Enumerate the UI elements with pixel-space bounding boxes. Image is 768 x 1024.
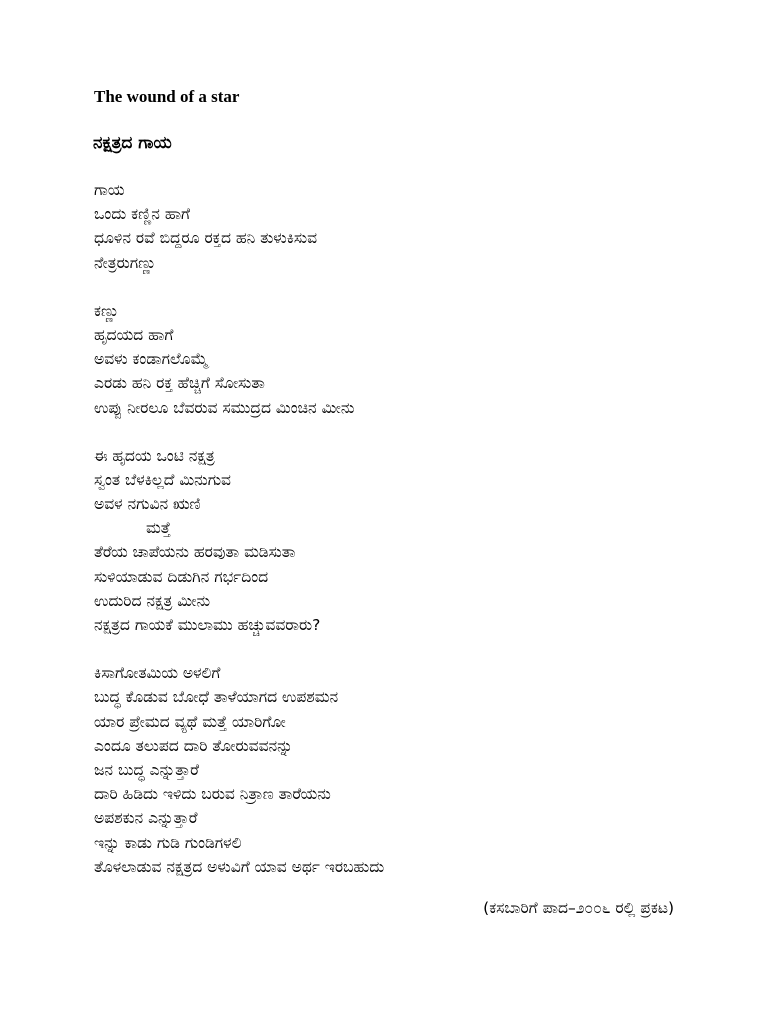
poem-stanza [94,178,694,275]
poem-line: ಧೂಳಿನ ರವೆ ಬಿದ್ದರೂ ರಕ್ತದ ಹನಿ ತುಳುಕಿಸುವ [94,229,318,248]
poem-line: ಇನ್ನು ಕಾಡು ಗುಡಿ ಗುಂಡಿಗಳಲಿ [94,833,242,852]
poem-line: ತೆರೆಯ ಚಾಪೆಯನು ಹರವುತಾ ಮಡಿಸುತಾ [94,543,296,562]
poem-line: ಅವಳ ನಗುವಿನ ಋಣಿ [94,495,201,514]
poem-line: ಎರಡು ಹನಿ ರಕ್ತ ಹೆಚ್ಚಿಗೆ ಸೋಸುತಾ [94,374,265,393]
publication-credit: (ಕಸಬಾರಿಗೆ ಪಾದ–೨೦೦೬ ರಲ್ಲಿ ಪ್ರಕಟ) [483,899,674,917]
poem-line: ಈ ಹೃದಯ ಒಂಟಿ ನಕ್ಷತ್ರ [94,446,215,465]
poem-line: ಮತ್ತೆ [146,519,171,538]
poem-line: ಕಿಸಾಗೋತಮಿಯ ಅಳಲಿಗೆ [94,664,221,683]
poem-line: ಕಣ್ಣು [94,301,120,320]
poem-stanza [94,299,694,420]
poem-line: ದಾರಿ ಹಿಡಿದು ಇಳಿದು ಬರುವ ನಿತ್ರಾಣ ತಾರೆಯನು [94,785,331,804]
poem-stanza [94,661,694,879]
poem-line: ಸ್ವಂತ ಬೆಳಕಿಲ್ಲದೆ ಮಿನುಗುವ [94,470,231,489]
poem-line: ಎಂದೂ ತಲುಪದ ದಾರಿ ತೋರುವವನನ್ನು [94,736,293,755]
poem-line: ಉದುರಿದ ನಕ್ಷತ್ರ ಮೀನು [94,591,211,610]
poem-line: ಅಪಶಕುನ ಎನ್ನುತ್ತಾರೆ [94,809,198,828]
poem-line: ಒಂದು ಕಣ್ಣಿನ ಹಾಗೆ [94,205,191,224]
poem-line: ಹೃದಯದ ಹಾಗೆ [94,325,174,344]
poem-line: ಉಪ್ಪು ನೀರಲೂ ಬೆವರುವ ಸಮುದ್ರದ ಮಿಂಚಿನ ಮೀನು [94,398,355,417]
english-title: The wound of a star [94,87,240,106]
poem-stanza [94,444,694,638]
poem-line: ಜನ ಬುದ್ಧ ಎನ್ನುತ್ತಾರೆ [94,760,199,779]
poem-body [94,178,694,903]
poem-line: ಸುಳಿಯಾಡುವ ದಿಡುಗಿನ ಗರ್ಭದಿಂದ [94,567,269,586]
poem-line: ಅವಳು ಕಂಡಾಗಲೊಮ್ಮೆ [94,350,209,369]
poem-line: ತೊಳಲಾಡುವ ನಕ್ಷತ್ರದ ಅಳುವಿಗೆ ಯಾವ ಅರ್ಥ ಇರಬಹುದು [94,857,385,876]
kannada-title: ನಕ್ಷತ್ರದ ಗಾಯ [93,133,172,153]
poem-line: ಬುದ್ಧ ಕೊಡುವ ಬೋಧೆ ತಾಳೆಯಾಗದ ಉಪಶಮನ [94,688,339,707]
poem-line: ಗಾಯ [94,181,125,199]
poem-line: ನಕ್ಷತ್ರದ ಗಾಯಕೆ ಮುಲಾಮು ಹಚ್ಚುವವರಾರು? [94,616,321,634]
poem-line: ನೇತ್ರರುಗಣ್ಣು [94,253,157,272]
poem-line: ಯಾರ ಪ್ರೇಮದ ವ್ಯಥೆ ಮತ್ತೆ ಯಾರಿಗೋ [94,712,286,731]
